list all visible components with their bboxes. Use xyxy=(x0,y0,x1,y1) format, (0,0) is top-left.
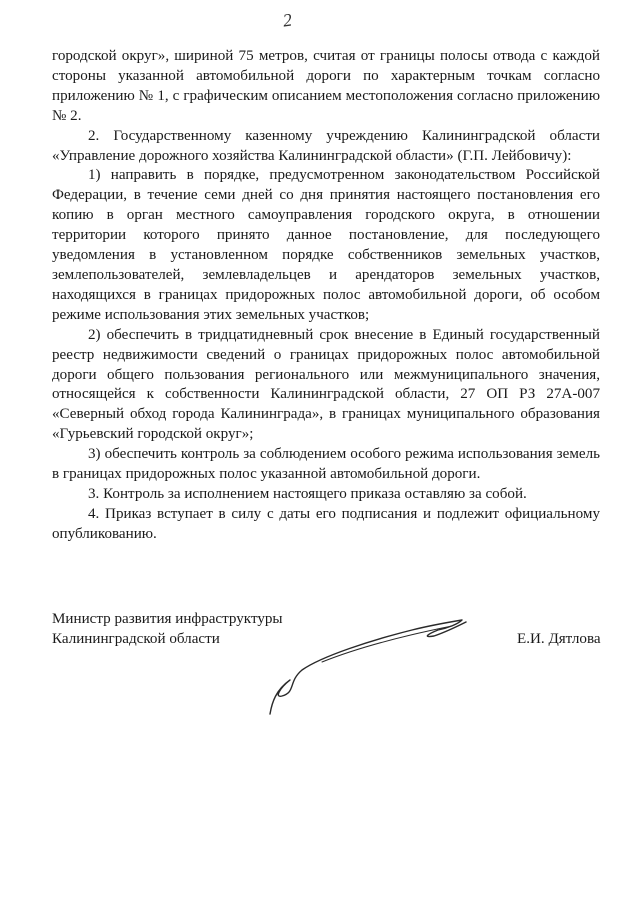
document-body xyxy=(52,47,600,545)
paragraph-subitem-2: 2) обеспечить в тридцатидневный срок внесение в Единый государственный реестр недвижимости сведений о границах придорожных полос автомобильной дороги общего пользования регионального или межмуниципального значения, относящейся к собственности Калининградской области, 27 ОП РЗ 27А-007 «Северный обход города Калининграда», в границах муниципального образования «Гурьевский городской округ»; xyxy=(52,326,600,443)
paragraph-item-4: 4. Приказ вступает в силу с даты его подписания и подлежит официальному опубликованию. xyxy=(52,505,600,542)
paragraph-subitem-3: 3) обеспечить контроль за соблюдением особого режима использования земель в границах придорожных полос указанной автомобильной дороги. xyxy=(52,446,600,483)
paragraph-item-3: 3. Контроль за исполнением настоящего приказа оставляю за собой. xyxy=(88,485,527,502)
page-number: 2 xyxy=(281,9,294,31)
signer-region: Калининградской области xyxy=(52,631,220,647)
paragraph-continuation: городской округ», шириной 75 метров, считая от границы полосы отвода с каждой стороны указанной автомобильной дороги по характерным точкам согласно приложению № 1, с графическим описанием местоположения согласно приложению № 2. xyxy=(52,48,600,124)
paragraph-subitem-1: 1) направить в порядке, предусмотренном законодательством Российской Федерации, в течение семи дней со дня принятия настоящего постановления его копию в орган местного самоуправления городского округа, в отношении территории которого принято данное постановление, для последующего уведомления в установленном порядке собственников земельных участков, землепользователей, землевладельцев и арендаторов земельных участков, находящихся в границах придорожных полос автомобильной дороги, об особом режиме использования этих земельных участков; xyxy=(52,167,600,323)
handwritten-signature xyxy=(262,610,472,720)
signer-title: Министр развития инфраструктуры xyxy=(52,611,283,627)
signer-name: Е.И. Дятлова xyxy=(517,631,601,647)
paragraph-item-2: 2. Государственному казенному учреждению Калининградской области «Управление дорожного хозяйства Калининградской области» (Г.П. Лейбовичу): xyxy=(52,127,600,164)
